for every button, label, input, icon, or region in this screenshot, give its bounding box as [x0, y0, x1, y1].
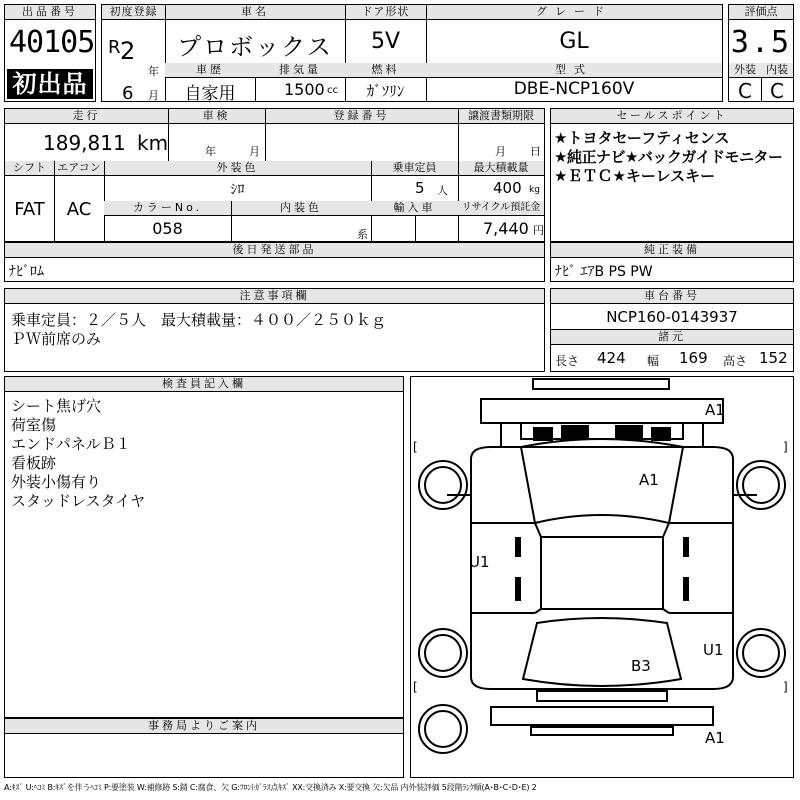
int-score-header: 内装	[761, 63, 793, 78]
interior-color-unit: 系	[357, 228, 368, 241]
history-value: 自家用	[184, 84, 236, 104]
genuine-equipment-box	[550, 242, 794, 282]
recycle-unit: 円	[533, 224, 544, 237]
capacity-header: 乗車定員	[371, 161, 458, 176]
model-code-header: 型式	[426, 63, 722, 78]
fuel-header: 燃料	[345, 63, 426, 78]
inspector-note-2: 荷室傷	[11, 416, 57, 434]
inspection-month-unit: 月	[249, 145, 260, 158]
displacement-value: 1500	[284, 80, 325, 99]
car-diagram	[411, 377, 793, 777]
inspector-note-6: スタッドレスタイヤ	[11, 492, 146, 510]
aircon-header: エアコン	[54, 161, 104, 176]
office-header: 事務局よりご案内	[5, 719, 403, 734]
width-label: 幅	[647, 354, 660, 368]
displacement-header: 排気量	[255, 63, 345, 78]
displacement-unit: cc	[327, 85, 338, 96]
color-no-header: カラーNo.	[104, 201, 231, 216]
score-value: 3.5	[730, 25, 792, 60]
mileage-unit: km	[137, 131, 169, 155]
genuine-equipment-value: ﾅﾋﾞ ｴｱB PS PW	[555, 264, 653, 280]
inspector-note-5: 外装小傷有り	[11, 473, 102, 491]
score-header: 評価点	[729, 5, 793, 20]
svg-text:]: ]	[783, 440, 788, 454]
office-box	[4, 718, 404, 778]
genuine-equipment-header: 純正装備	[551, 243, 793, 258]
transfer-deadline-header: 譲渡書類期限	[458, 109, 544, 124]
caution-line-1: 乗車定員：２／５人 最大積載量：４００／２５０ｋｇ	[11, 311, 387, 329]
capacity-unit: 人	[437, 184, 448, 197]
lot-number-header: 出品番号	[5, 5, 95, 20]
model-code-value: DBE-NCP160V	[513, 79, 635, 99]
dims-header: 諸元	[551, 330, 793, 345]
capacity-value: 5	[415, 179, 425, 197]
later-parts-value: ﾅﾋﾞﾛﾑ	[9, 264, 44, 280]
selling-points-header: セールスポイント	[551, 109, 793, 124]
lot-number-box	[4, 4, 96, 102]
chassis-value: NCP160-0143937	[606, 308, 738, 326]
vehicle-main-box	[101, 4, 723, 102]
max-load-unit: kg	[529, 185, 540, 195]
import-header: 輸入車	[371, 201, 458, 216]
ext-score-header: 外装	[729, 63, 761, 78]
selling-point-2: ★純正ナビ★バックガイドモニター	[554, 148, 783, 166]
first-reg-era: R	[108, 37, 121, 58]
selling-point-3: ★ＥＴＣ★キーレスキー	[554, 167, 716, 185]
length-value: 424	[597, 349, 626, 367]
selling-point-1: ★トヨタセーフティセンス	[554, 129, 730, 147]
door-header: ドア形状	[345, 5, 426, 20]
mileage-value: 189,811	[43, 131, 126, 155]
inspector-box	[4, 376, 404, 718]
recycle-value: 7,440	[483, 219, 529, 238]
mark-hood: A1	[639, 471, 659, 489]
mark-left-door: U1	[469, 553, 490, 571]
first-reg-year: 2	[120, 37, 136, 65]
aircon-value: AC	[66, 199, 92, 220]
grade-header: グレード	[426, 5, 722, 20]
legend-text: A:ｷｽﾞ U:ﾍｺﾐ B:ｷｽﾞを伴うﾍｺﾐ P:要塗装 W:補修跡 S:錆 C:腐食、欠 G:ﾌﾛﾝﾄｶﾞﾗｽ点ｷｽﾞ XX:交換済み X:要交換 欠:欠品 内外装評価 5段階ﾗﾝｸ順(A･B･C･D･E) 2	[4, 783, 537, 792]
length-label: 長さ	[555, 354, 580, 368]
height-value: 152	[759, 349, 788, 367]
transfer-day-unit: 日	[530, 145, 541, 158]
car-diagram-box	[410, 376, 794, 778]
reg-number-header: 登録番号	[265, 109, 458, 124]
mark-front: A1	[705, 401, 725, 419]
width-value: 169	[679, 349, 708, 367]
later-parts-box	[4, 242, 545, 282]
mark-rear: A1	[705, 729, 725, 747]
shift-header: シフト	[5, 161, 54, 176]
lot-number-value: 40105	[9, 25, 95, 60]
caution-box	[4, 288, 545, 372]
inspector-note-1: シート焦げ穴	[11, 397, 102, 415]
first-reg-header: 初度登録	[102, 5, 165, 20]
fuel-value: ｶﾞｿﾘﾝ	[366, 82, 405, 100]
transfer-month-unit: 月	[495, 145, 506, 158]
history-header: 車歴	[165, 63, 255, 78]
caution-line-2: ＰＷ前席のみ	[11, 330, 102, 348]
interior-color-header: 内装色	[231, 201, 371, 216]
caution-header: 注意事項欄	[5, 289, 544, 304]
first-listing-badge: 初出品	[7, 69, 93, 99]
car-name-header: 車名	[165, 5, 345, 20]
max-load-header: 最大積載量	[458, 161, 544, 176]
height-label: 高さ	[723, 354, 748, 368]
inspector-note-3: エンドパネルＢ１	[11, 435, 131, 453]
mark-right-door: U1	[703, 641, 724, 659]
inspection-header: 車検	[168, 109, 265, 124]
first-reg-year-unit: 年	[148, 65, 159, 78]
svg-text:[: [	[413, 680, 418, 694]
inspector-note-4: 看板跡	[11, 454, 57, 472]
chassis-box	[550, 288, 794, 372]
inspection-year-unit: 年	[205, 145, 216, 158]
mileage-header: 走行	[5, 109, 168, 124]
selling-points-box	[550, 108, 794, 242]
inspector-header: 検査員記入欄	[5, 377, 403, 392]
max-load-value: 400	[493, 179, 522, 197]
grade-value: GL	[559, 29, 589, 54]
car-name-value: プロボックス	[177, 33, 333, 61]
recycle-header: リサイクル預託金	[458, 201, 544, 216]
ext-score-value: C	[738, 79, 752, 103]
exterior-color-header: 外装色	[104, 161, 371, 176]
svg-text:[: [	[413, 440, 418, 454]
color-no-value: 058	[152, 219, 183, 238]
svg-text:]: ]	[783, 680, 788, 694]
later-parts-header: 後日発送部品	[5, 243, 544, 258]
first-reg-month: 6	[122, 83, 134, 104]
score-box	[728, 4, 794, 102]
int-score-value: C	[770, 79, 784, 103]
door-value: 5V	[370, 29, 401, 54]
shift-value: FAT	[14, 199, 45, 220]
chassis-header: 車台番号	[551, 289, 793, 304]
first-reg-month-unit: 月	[148, 89, 159, 102]
details-box	[4, 108, 545, 242]
mark-rear-hatch: B3	[631, 657, 651, 675]
exterior-color-value: ｼﾛ	[230, 182, 245, 198]
